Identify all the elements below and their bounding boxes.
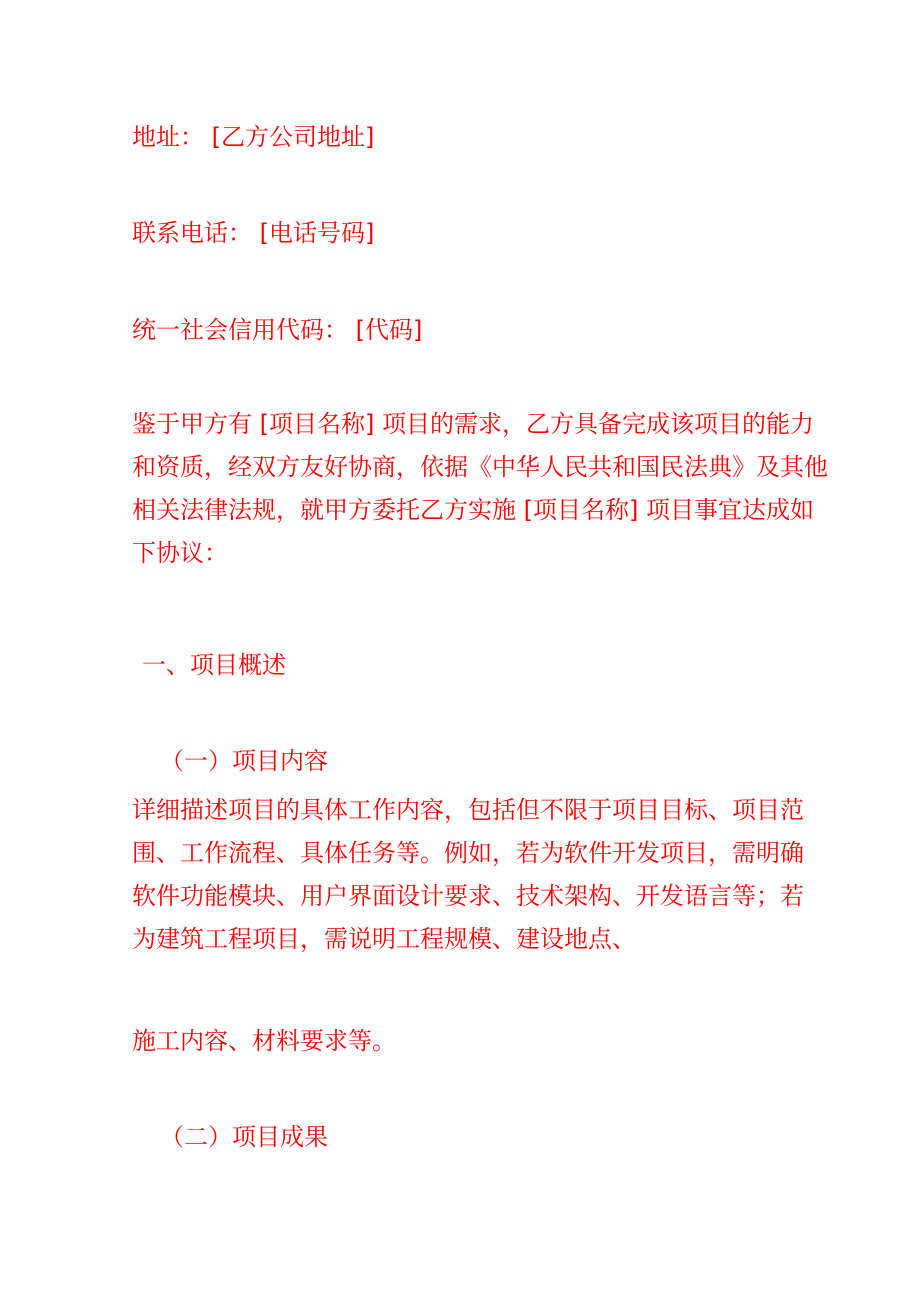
subsection-heading-deliverables: （二）项目成果 xyxy=(160,1123,328,1151)
section-heading-overview: 一、项目概述 xyxy=(142,651,286,679)
preamble-line: 下协议： xyxy=(132,539,228,567)
preamble-paragraph xyxy=(132,403,828,575)
party-b-phone: 联系电话： [电话号码] xyxy=(132,219,375,247)
project-content-paragraph xyxy=(132,789,802,961)
preamble-line: 相关法律法规，就甲方委托乙方实施 [项目名称] 项目事宜达成如 xyxy=(132,496,814,524)
content-line: 软件功能模块、用户界面设计要求、技术架构、开发语言等；若 xyxy=(132,882,804,910)
party-b-address: 地址： [乙方公司地址] xyxy=(132,123,375,151)
preamble-line: 鉴于甲方有 [项目名称] 项目的需求，乙方具备完成该项目的能力 xyxy=(132,410,814,438)
content-line: 围、工作流程、具体任务等。例如，若为软件开发项目，需明确 xyxy=(132,839,804,867)
party-b-credit-code: 统一社会信用代码： [代码] xyxy=(132,316,423,344)
content-continuation-line: 施工内容、材料要求等。 xyxy=(132,1027,396,1055)
content-line: 为建筑工程项目，需说明工程规模、建设地点、 xyxy=(132,925,636,953)
preamble-line: 和资质，经双方友好协商，依据《中华人民共和国民法典》及其他 xyxy=(132,453,828,481)
subsection-heading-content: （一）项目内容 xyxy=(160,747,328,775)
content-line: 详细描述项目的具体工作内容，包括但不限于项目目标、项目范 xyxy=(132,796,804,824)
